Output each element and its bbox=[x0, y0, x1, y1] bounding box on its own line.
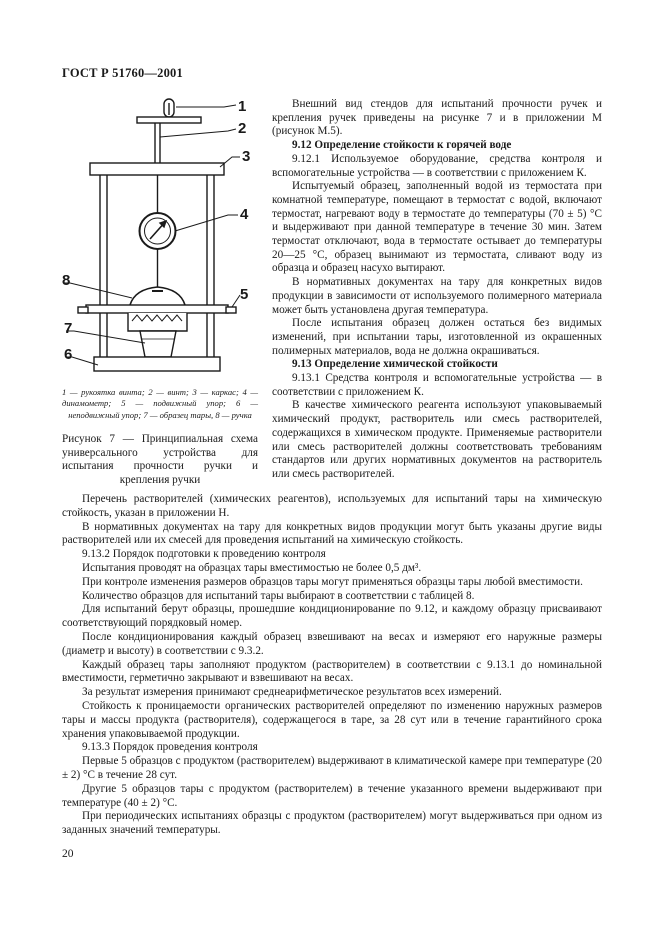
paragraph: В качестве химического реагента используют упаковываемый химический продукт, растворитель или смесь растворителей, содержащихся в химическом продукте. Применяемые растворители или смесь растворителей должны соответствовать требованиям стандартов или других нормативных документов на растворитель или смесь растворителей. bbox=[272, 399, 602, 480]
callout-1: 1 bbox=[238, 98, 247, 115]
container-clamp bbox=[128, 313, 187, 331]
full-width-text bbox=[62, 493, 602, 838]
paragraph: При периодических испытаниях образцы с продуктом (растворителем) могут выдерживаться при одном из заданных значений температуры. bbox=[62, 810, 602, 837]
callout-3: 3 bbox=[242, 148, 251, 165]
legend-item: 4 — динамометр; bbox=[62, 387, 259, 409]
document-header: ГОСТ Р 51760—2001 bbox=[62, 66, 183, 80]
page-number: 20 bbox=[62, 848, 74, 860]
paragraph: При контроле изменения размеров образцов тары могут применяться образцы тары любой вместимости. bbox=[82, 575, 583, 588]
legend-item: 3 — каркас; bbox=[192, 387, 239, 397]
screw bbox=[155, 123, 160, 163]
paragraph: За результат измерения принимают среднеарифметическое результатов всех измерений. bbox=[82, 686, 502, 699]
paragraph: После испытания образец должен остаться без видимых изменений, при испытании тары, изготовленной из окрашенных полимерных материалов, вода не должна окрашиваться. bbox=[272, 317, 602, 357]
fixed-stop-base bbox=[94, 357, 220, 371]
paragraph: Для испытаний берут образцы, прошедшие кондиционирование по 9.12, и каждому образцу присваивают соответствующий порядковый номер. bbox=[62, 603, 602, 630]
paragraph: После кондиционирования каждый образец взвешивают на весах и измеряют его наружные размеры (диаметр и высоту) в соответствии с 9.3.2. bbox=[62, 630, 602, 657]
callout-4: 4 bbox=[240, 206, 249, 223]
legend-item: 8 — ручка bbox=[215, 409, 252, 420]
screw-handle bbox=[137, 99, 201, 123]
callout-5: 5 bbox=[240, 286, 249, 303]
movable-stop bbox=[78, 305, 236, 313]
paragraph: Каждый образец тары заполняют продуктом (растворителем) в соответствии с 9.13.1 до номинальной вместимости, герметично закрывают и взвешивают на весах. bbox=[62, 658, 602, 685]
callout-6: 6 bbox=[64, 346, 73, 363]
paragraph: Другие 5 образцов тары с продуктом (растворителем) в течение указанного времени выдерживают при температуре (40 ± 2) °С. bbox=[62, 782, 602, 809]
section-heading: 9.12 Определение стойкости к горячей воде bbox=[292, 139, 512, 152]
callout-8: 8 bbox=[62, 272, 71, 289]
subsection-heading: 9.13.3 Порядок проведения контроля bbox=[82, 741, 258, 754]
legend-item: 5 — подвижный упор; bbox=[121, 398, 227, 409]
right-column bbox=[272, 98, 602, 482]
container-sample bbox=[140, 331, 176, 357]
figure-7-diagram bbox=[60, 95, 260, 385]
legend-item: 7 — образец тары, bbox=[143, 409, 214, 420]
legend-item: 6 — неподвижный упор; bbox=[68, 398, 258, 420]
paragraph: Стойкость к проницаемости органических растворителей определяют по изменению наружных размеров тары и массы продукта (растворителя), содержащегося в таре, за 28 сут или в течение гарантийного срока хранения упаковываемой продукции. bbox=[62, 699, 602, 740]
callout-2: 2 bbox=[238, 120, 247, 137]
figure-caption: Рисунок 7 — Принципиальная схема универсального устройства для испытания прочности ручки и крепления ручки bbox=[62, 433, 258, 486]
paragraph: Испытания проводят на образцах тары вместимостью не более 0,5 дм³. bbox=[82, 561, 422, 574]
paragraph: 9.13.1 Средства контроля и вспомогательные устройства — в соответствии с приложением К. bbox=[272, 372, 602, 398]
paragraph: Количество образцов для испытаний тары выбирают в соответствии с таблицей 8. bbox=[82, 589, 475, 602]
legend-item: 1 — рукоятка винта; bbox=[62, 387, 145, 397]
dynamometer bbox=[140, 213, 176, 249]
container-handle bbox=[130, 287, 185, 305]
section-heading: 9.13 Определение химической стойкости bbox=[292, 358, 498, 371]
paragraph: 9.12.1 Используемое оборудование, средства контроля и вспомогательные устройства — в соответствии с приложением К. bbox=[272, 152, 602, 179]
legend-item: 2 — винт; bbox=[148, 387, 189, 397]
paragraph: В нормативных документах на тару для конкретных видов продукции могут быть указаны другие виды растворителей или их смесей для проведения испытаний на химическую стойкость. bbox=[62, 520, 602, 547]
paragraph: В нормативных документах на тару для конкретных видов продукции в зависимости от используемого полимерного материала может быть установлена другая температура. bbox=[272, 276, 602, 316]
paragraph: Первые 5 образцов с продуктом (растворителем) выдерживают в климатической камере при температуре (20 ± 2) °С в течение 28 сут. bbox=[62, 755, 602, 781]
paragraph: Испытуемый образец, заполненный водой из термостата при комнатной температуре, помещают в термостат с водой, включают термостат, нагревают воду в термостате до температуры (70 ± 5) °С и выдерживают при данной температуре в течение 30 мин. Затем термостат отключают, вода в термостате остывает до температуры 20—25 °С, образец вынимают из термостата, сливают воду из образца и образец насухо вытирают. bbox=[272, 180, 602, 275]
callout-7: 7 bbox=[64, 320, 73, 337]
paragraph: Внешний вид стендов для испытаний прочности ручек и крепления ручек приведены на рисунке 7 и в приложении М (рисунок М.5). bbox=[272, 98, 602, 138]
frame-top-beam bbox=[90, 163, 224, 175]
figure-legend bbox=[62, 387, 258, 421]
subsection-heading: 9.13.2 Порядок подготовки к проведению контроля bbox=[82, 548, 326, 561]
paragraph: Перечень растворителей (химических реагентов), используемых для испытаний тары на химическую стойкость, указан в приложении Н. bbox=[62, 493, 602, 519]
